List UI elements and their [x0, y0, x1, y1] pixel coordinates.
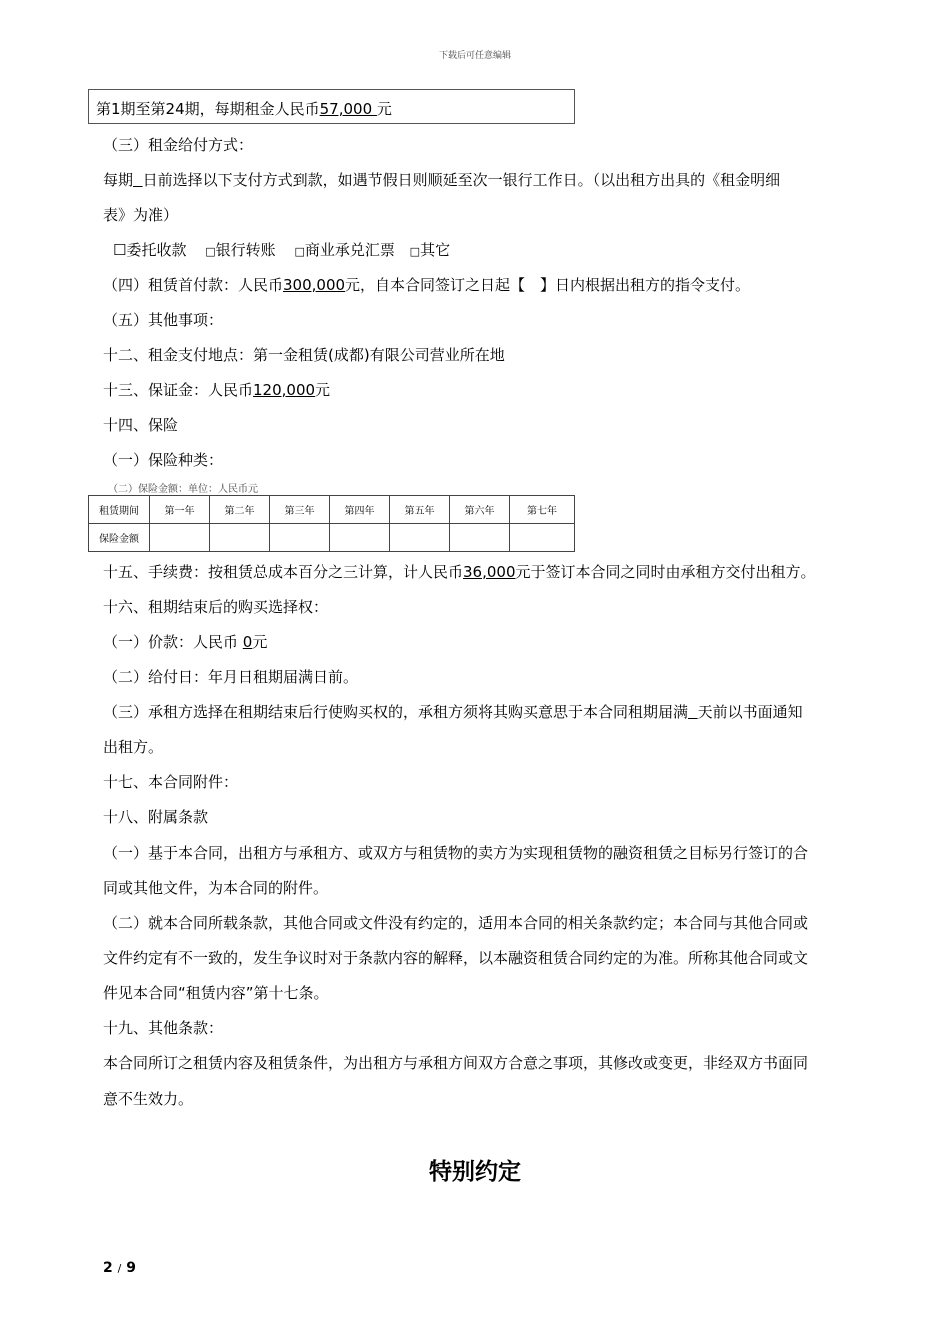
table-cell	[450, 524, 510, 552]
p4-amount: 300,000	[283, 276, 346, 294]
s14-1-line: （一）保险种类：	[103, 451, 224, 469]
s18-2-line-b: 文件约定有不一致的，发生争议时对于条款内容的解释，以本融资租赁合同约定的为准。所称其他合同或文	[103, 949, 809, 967]
page-total: 9	[126, 1260, 136, 1276]
s12-line: 十二、租金支付地点：第一金租赁(成都)有限公司营业所在地	[103, 346, 505, 364]
s16-2-line: （二）给付日：年月日租期届满日前。	[103, 668, 359, 686]
s16-1-amount: 0	[242, 633, 253, 651]
table-cell: 租赁期间	[89, 496, 150, 524]
s16-1-suffix: 元	[252, 633, 268, 651]
s18-1-line-b: 同或其他文件，为本合同的附件。	[103, 879, 329, 897]
table-cell: 第一年	[150, 496, 210, 524]
s18-1-line-a: （一）基于本合同，出租方与承租方、或双方与租赁物的卖方为实现租赁物的融资租赁之目标另行签订的合	[103, 844, 809, 862]
option-label: 银行转账	[215, 241, 276, 259]
table-cell	[330, 524, 390, 552]
header-note: 下载后可任意编辑	[438, 51, 511, 61]
p3-line1	[103, 170, 780, 190]
option-label: 其它	[420, 241, 451, 259]
table-cell	[510, 524, 575, 552]
table-cell	[210, 524, 270, 552]
s18-2-line-a: （二）就本合同所载条款，其他合同或文件没有约定的，适用本合同的相关条款约定；本合同与其他合同或	[103, 914, 809, 932]
s13-amount: 120,000	[253, 381, 316, 399]
table-cell: 第六年	[450, 496, 510, 524]
rent-prefix: 第1期至第24期，每期租金人民币	[96, 100, 320, 118]
s14-2-line: （二）保险金额：单位：人民币元	[108, 484, 258, 495]
table-cell: 第三年	[270, 496, 330, 524]
s16-line: 十六、租期结束后的购买选择权：	[103, 598, 329, 616]
p3-line2: 表》为准）	[103, 206, 179, 224]
option-label: 商业承兑汇票	[304, 241, 395, 259]
table-row	[89, 524, 575, 552]
p3-prefix: 每期	[103, 171, 134, 189]
table-cell	[150, 524, 210, 552]
checkbox-icon: □	[205, 245, 216, 258]
table-cell	[390, 524, 450, 552]
s16-3-line-b: 出租方。	[103, 738, 164, 756]
s18-line: 十八、附属条款	[103, 808, 209, 826]
table-cell: 保险金额	[89, 524, 150, 552]
rent-text	[96, 98, 392, 119]
s15-prefix: 十五、手续费：按租赁总成本百分之三计算，计人民币	[103, 563, 464, 581]
s13-line	[103, 380, 330, 400]
page-current: 2	[103, 1260, 113, 1276]
table-cell: 第五年	[390, 496, 450, 524]
s16-1-prefix: （一）价款：人民币	[103, 633, 243, 651]
p3-heading: （三）租金给付方式：	[103, 136, 254, 154]
p4-prefix: （四）租赁首付款：人民币	[103, 276, 284, 294]
special-title: 特别约定	[429, 1159, 521, 1185]
s19-line-b: 意不生效力。	[103, 1090, 194, 1108]
p3-blank	[133, 171, 143, 189]
page-sep: /	[117, 1262, 122, 1275]
s15-line	[103, 562, 816, 582]
checkbox-icon: □	[294, 245, 305, 258]
page-number	[103, 1260, 136, 1276]
table-cell: 第四年	[330, 496, 390, 524]
rent-amount: 57,000	[319, 100, 377, 118]
payment-options	[113, 240, 450, 262]
p4-line	[103, 275, 750, 295]
checkbox-icon: □	[409, 245, 421, 258]
s16-3-line-a	[103, 702, 803, 722]
p4-suffix: 元，自本合同签订之日起【 】日内根据出租方的指令支付。	[345, 276, 751, 294]
option-label: 委托收款	[126, 241, 187, 259]
s15-suffix: 元于签订本合同之同时由承租方交付出租方。	[515, 563, 816, 581]
table-cell: 第二年	[210, 496, 270, 524]
insurance-table	[88, 495, 575, 552]
s17-line: 十七、本合同附件：	[103, 773, 239, 791]
table-cell	[270, 524, 330, 552]
s13-prefix: 十三、保证金：人民币	[103, 381, 254, 399]
table-cell: 第七年	[510, 496, 575, 524]
s13-suffix: 元	[315, 381, 331, 399]
s16-3-prefix: （三）承租方选择在租期结束后行使购买权的，承租方须将其购买意思于本合同租期届满	[103, 703, 689, 721]
table-row	[89, 496, 575, 524]
checkbox-icon: ☐	[113, 241, 127, 259]
s18-2-line-c: 件见本合同“租赁内容”第十七条。	[103, 984, 329, 1002]
s19-line-a: 本合同所订之租赁内容及租赁条件，为出租方与承租方间双方合意之事项，其修改或变更，非经双方书面同	[103, 1054, 809, 1072]
s14-line: 十四、保险	[103, 416, 179, 434]
s16-1-line	[103, 632, 267, 652]
s15-amount: 36,000	[463, 563, 516, 581]
s19-line: 十九、其他条款：	[103, 1019, 224, 1037]
s16-3-blank	[688, 703, 698, 721]
p3-suffix: 日前选择以下支付方式到款，如遇节假日则顺延至次一银行工作日。（以出租方出具的《租金明细	[142, 171, 781, 189]
rent-suffix: 元	[376, 100, 392, 118]
rent-box	[88, 89, 575, 124]
p5-line: （五）其他事项：	[103, 311, 224, 329]
s16-3-suffix: 天前以书面通知	[697, 703, 803, 721]
